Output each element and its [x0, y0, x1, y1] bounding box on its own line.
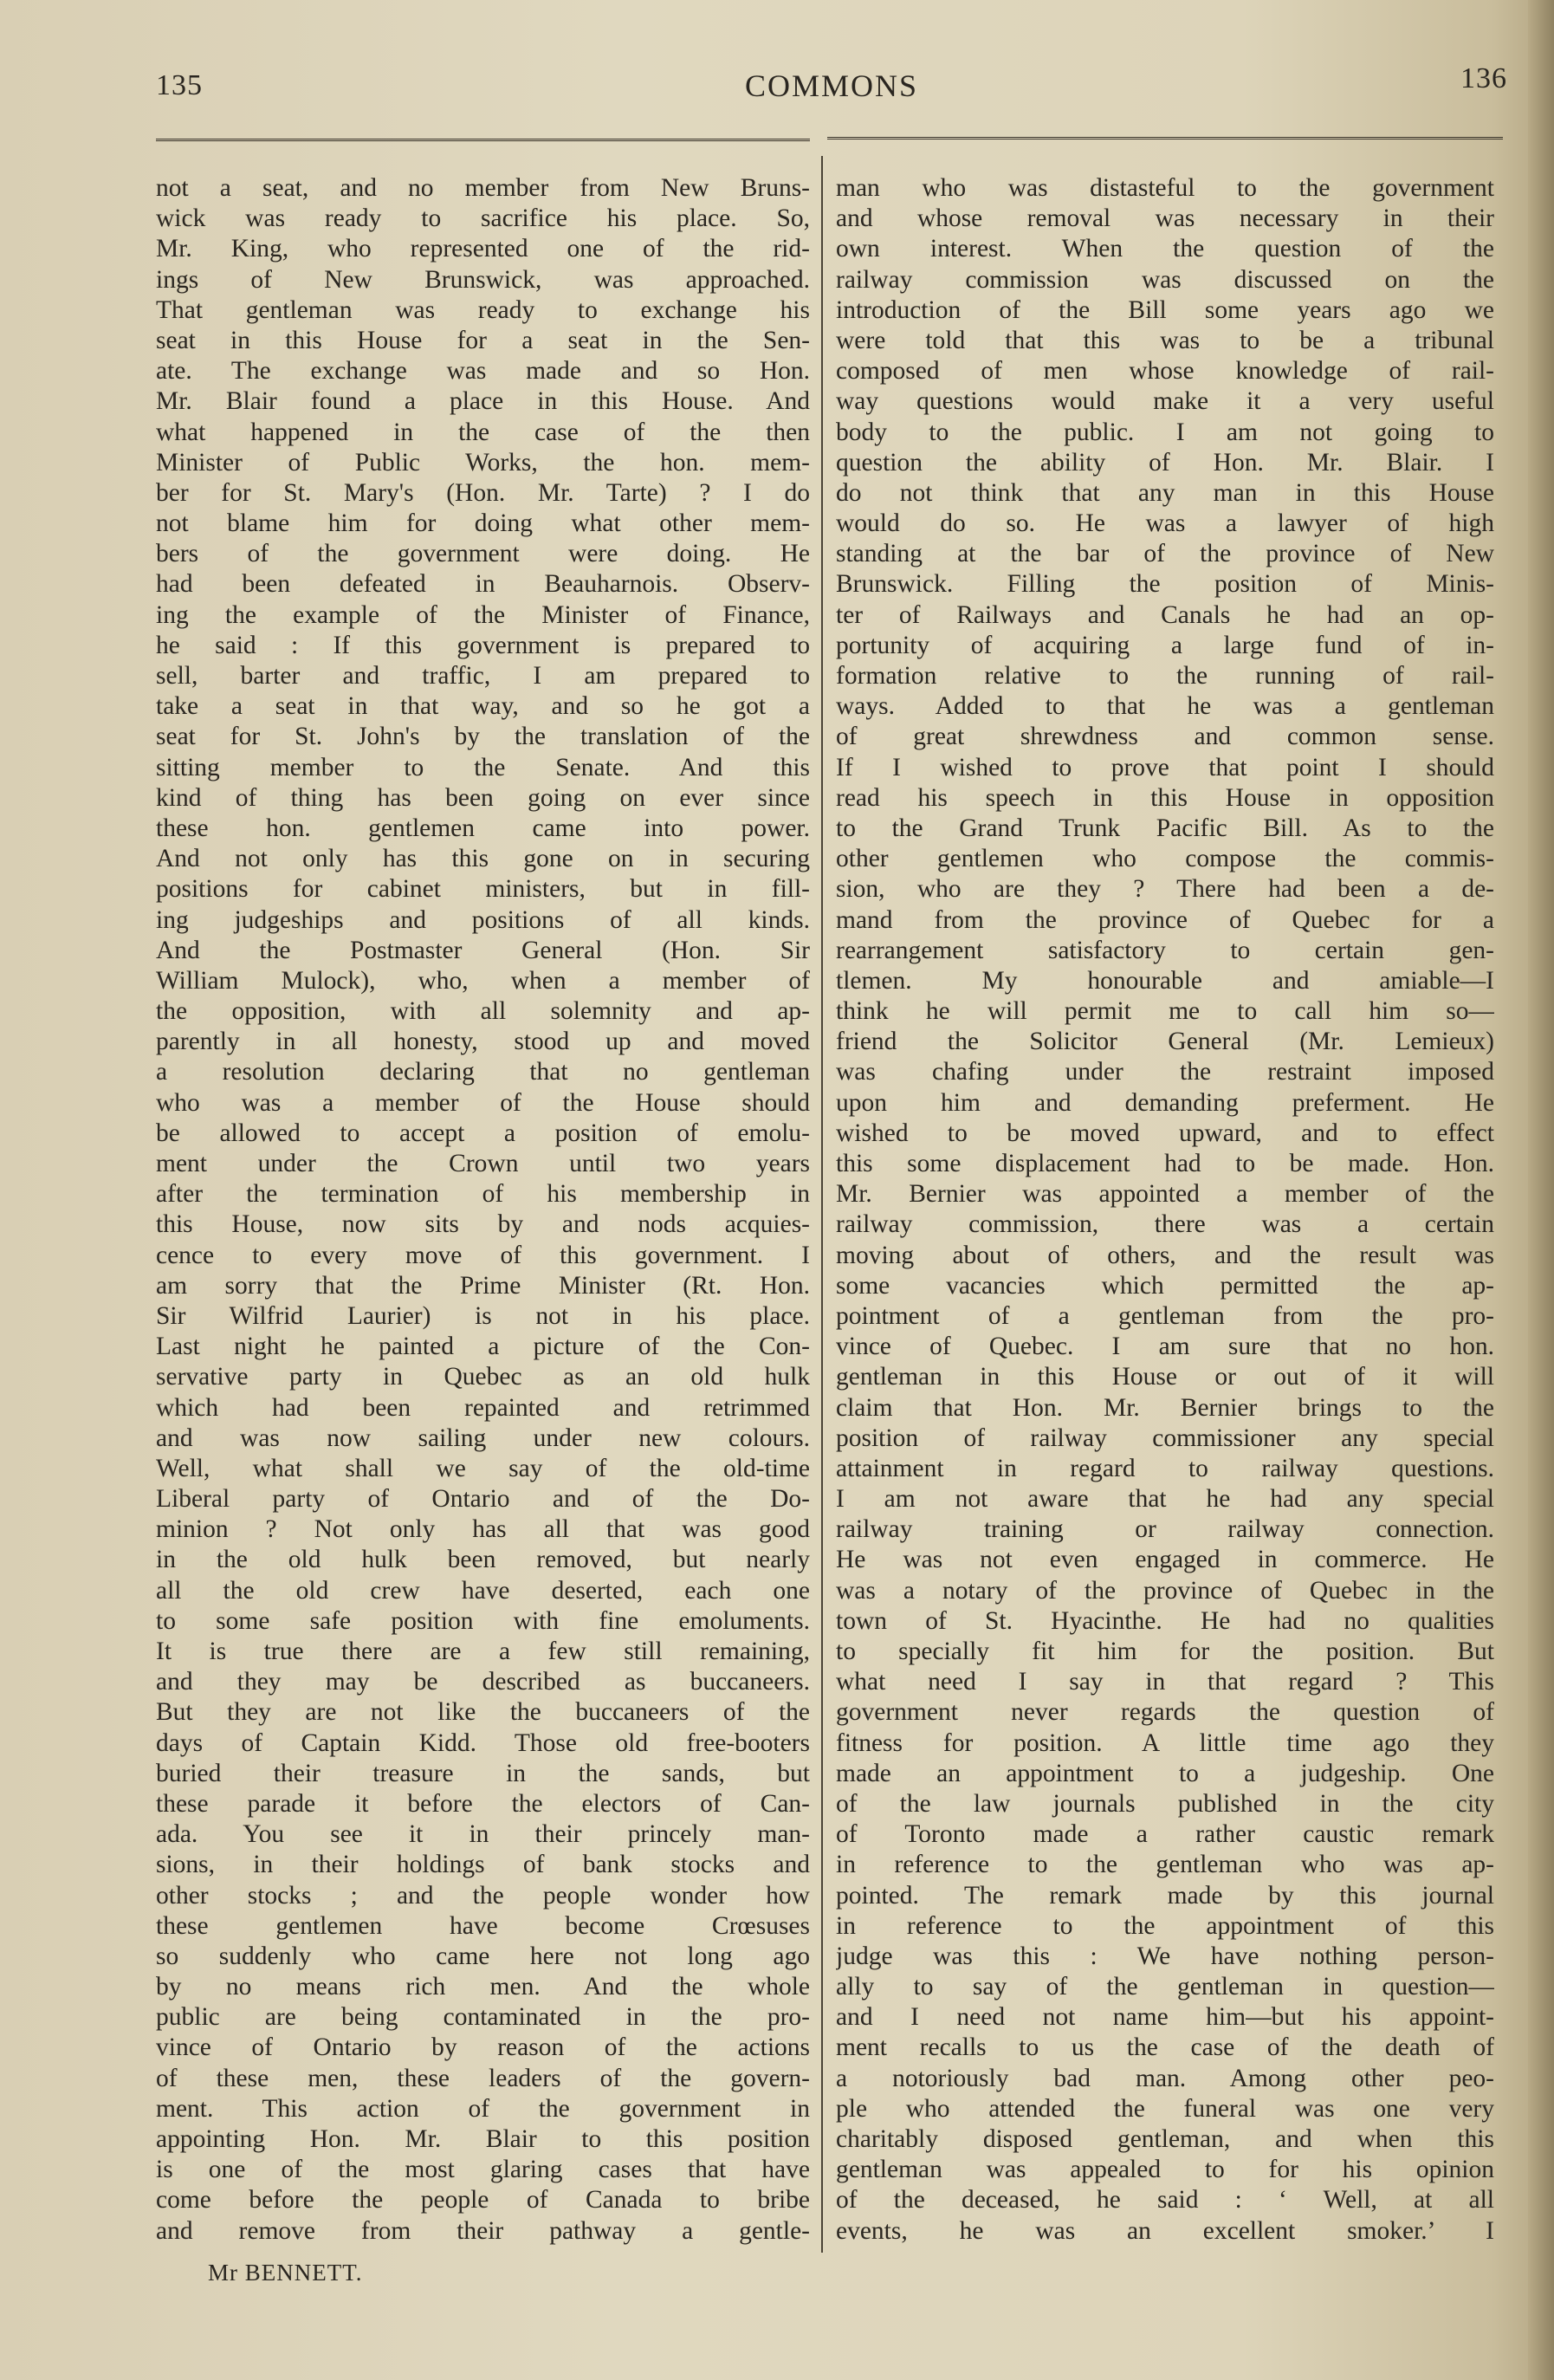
right-column-line: ally to say of the gentleman in question—: [836, 1973, 1494, 2001]
left-column-line: ate. The exchange was made and so Hon.: [156, 357, 810, 386]
right-column-line: ment recalls to us the case of the death of: [836, 2033, 1494, 2062]
left-column-line: ing judgeships and positions of all kinds.: [156, 905, 810, 934]
page-title: COMMONS: [745, 68, 919, 103]
right-column-line: in reference to the appointment of this: [836, 1911, 1494, 1940]
left-column-line: and was now sailing under new colours.: [156, 1423, 810, 1452]
right-column-line: Brunswick. Filling the position of Minis-: [836, 570, 1494, 599]
left-column-line: positions for cabinet ministers, but in fill-: [156, 875, 810, 904]
left-column-line: the opposition, with all solemnity and ap-: [156, 997, 810, 1026]
left-column-line: ber for St. Mary's (Hon. Mr. Tarte) ? I do: [156, 478, 810, 507]
left-column: [156, 173, 810, 2247]
right-column-line: question the ability of Hon. Mr. Blair. I: [836, 448, 1494, 477]
left-column-line: Liberal party of Ontario and of the Do-: [156, 1485, 810, 1514]
left-column-line: Sir Wilfrid Laurier) is not in his place.: [156, 1301, 810, 1330]
right-column-line: standing at the bar of the province of New: [836, 540, 1494, 568]
left-column-line: take a seat in that way, and so he got a: [156, 692, 810, 721]
left-column-line: these gentlemen have become Crœsuses: [156, 1911, 810, 1940]
right-column-line: ple who attended the funeral was one very: [836, 2094, 1494, 2123]
left-column-line: these hon. gentlemen came into power.: [156, 814, 810, 842]
right-column-line: position of railway commissioner any special: [836, 1423, 1494, 1452]
column-divider: [821, 156, 823, 2253]
left-column-line: parently in all honesty, stood up and moved: [156, 1028, 810, 1056]
right-column-line: attainment in regard to railway questions.: [836, 1454, 1494, 1482]
page-number-left: 135: [156, 69, 203, 101]
right-column-line: railway training or railway connection.: [836, 1515, 1494, 1544]
right-column-line: a notoriously bad man. Among other peo-: [836, 2064, 1494, 2092]
left-column-line: what happened in the case of the then: [156, 418, 810, 446]
left-column-line: and they may be described as buccaneers.: [156, 1668, 810, 1696]
right-column-line: Mr. Bernier was appointed a member of the: [836, 1180, 1494, 1209]
right-column-line: what need I say in that regard ? This: [836, 1668, 1494, 1696]
header-rule-left: [156, 139, 810, 141]
right-column-line: town of St. Hyacinthe. He had no qualities: [836, 1606, 1494, 1635]
left-column-line: But they are not like the buccaneers of the: [156, 1698, 810, 1727]
right-column-line: pointed. The remark made by this journal: [836, 1881, 1494, 1910]
right-column-line: judge was this : We have nothing person-: [836, 1942, 1494, 1970]
left-column-line: not a seat, and no member from New Bruns-: [156, 174, 810, 202]
left-column-line: ings of New Brunswick, was approached.: [156, 265, 810, 294]
right-column-line: gentleman in this House or out of it will: [836, 1363, 1494, 1391]
left-column-line: public are being contaminated in the pro-: [156, 2003, 810, 2032]
left-column-line: is one of the most glaring cases that have: [156, 2156, 810, 2184]
left-column-line: sions, in their holdings of bank stocks and: [156, 1851, 810, 1879]
right-column-line: ways. Added to that he was a gentleman: [836, 692, 1494, 721]
left-column-line: ing the example of the Minister of Finance,: [156, 600, 810, 629]
right-column-line: man who was distasteful to the government: [836, 174, 1494, 202]
left-column-line: he said : If this government is prepared to: [156, 631, 810, 659]
left-column-line: That gentleman was ready to exchange his: [156, 295, 810, 324]
right-column: [836, 173, 1494, 2247]
left-column-line: Last night he painted a picture of the Con-: [156, 1333, 810, 1361]
right-column-line: ter of Railways and Canals he had an op-: [836, 600, 1494, 629]
left-column-line: wick was ready to sacrifice his place. So,: [156, 204, 810, 233]
right-column-line: to specially fit him for the position. But: [836, 1637, 1494, 1665]
right-column-line: moving about of others, and the result was: [836, 1241, 1494, 1269]
right-column-line: vince of Quebec. I am sure that no hon.: [836, 1333, 1494, 1361]
left-column-line: which had been repainted and retrimmed: [156, 1393, 810, 1422]
left-column-line: of these men, these leaders of the govern-: [156, 2064, 810, 2092]
left-column-line: by no means rich men. And the whole: [156, 1973, 810, 2001]
page-edge-shadow: [1528, 0, 1554, 2380]
left-column-line: servative party in Quebec as an old hulk: [156, 1363, 810, 1391]
speaker-footer: Mr BENNETT.: [208, 2260, 363, 2286]
right-column-line: read his speech in this House in opposition: [836, 783, 1494, 812]
right-column-line: upon him and demanding preferment. He: [836, 1088, 1494, 1117]
left-column-line: vince of Ontario by reason of the actions: [156, 2033, 810, 2062]
left-column-line: buried their treasure in the sands, but: [156, 1759, 810, 1787]
left-column-line: sitting member to the Senate. And this: [156, 753, 810, 781]
right-column-line: I am not aware that he had any special: [836, 1485, 1494, 1514]
left-column-line: come before the people of Canada to bribe: [156, 2186, 810, 2215]
right-column-line: do not think that any man in this House: [836, 478, 1494, 507]
left-column-line: be allowed to accept a position of emolu-: [156, 1119, 810, 1147]
left-column-line: all the old crew have deserted, each one: [156, 1576, 810, 1605]
right-column-line: government never regards the question of: [836, 1698, 1494, 1727]
right-column-line: body to the public. I am not going to: [836, 418, 1494, 446]
left-column-line: so suddenly who came here not long ago: [156, 1942, 810, 1970]
left-column-line: ada. You see it in their princely man-: [156, 1820, 810, 1849]
left-column-line: Well, what shall we say of the old-time: [156, 1454, 810, 1482]
left-column-line: William Mulock), who, when a member of: [156, 966, 810, 995]
left-column-line: seat in this House for a seat in the Sen-: [156, 326, 810, 354]
left-column-line: these parade it before the electors of Can-: [156, 1789, 810, 1818]
right-column-line: He was not even engaged in commerce. He: [836, 1546, 1494, 1574]
left-column-line: not blame him for doing what other mem-: [156, 509, 810, 538]
left-column-line: And the Postmaster General (Hon. Sir: [156, 936, 810, 964]
right-column-line: was a notary of the province of Quebec in the: [836, 1576, 1494, 1605]
right-column-line: other gentlemen who compose the commis-: [836, 845, 1494, 873]
right-column-line: and I need not name him—but his appoint-: [836, 2003, 1494, 2032]
right-column-line: of the law journals published in the city: [836, 1789, 1494, 1818]
right-column-line: sion, who are they ? There had been a de-: [836, 875, 1494, 904]
right-column-line: fitness for position. A little time ago they: [836, 1728, 1494, 1757]
left-column-line: in the old hulk been removed, but nearly: [156, 1546, 810, 1574]
left-column-line: days of Captain Kidd. Those old free-booters: [156, 1728, 810, 1757]
page-header: [156, 62, 1507, 114]
right-column-line: own interest. When the question of the: [836, 235, 1494, 263]
right-column-line: of Toronto made a rather caustic remark: [836, 1820, 1494, 1849]
left-column-line: bers of the government were doing. He: [156, 540, 810, 568]
left-column-line: cence to every move of this government. I: [156, 1241, 810, 1269]
right-column-line: claim that Hon. Mr. Bernier brings to the: [836, 1393, 1494, 1422]
left-column-line: appointing Hon. Mr. Blair to this position: [156, 2125, 810, 2153]
left-column-line: Mr. Blair found a place in this House. And: [156, 387, 810, 416]
left-column-line: a resolution declaring that no gentleman: [156, 1058, 810, 1086]
right-column-line: were told that this was to be a tribunal: [836, 326, 1494, 354]
right-column-line: charitably disposed gentleman, and when this: [836, 2125, 1494, 2153]
right-column-line: pointment of a gentleman from the pro-: [836, 1301, 1494, 1330]
right-column-line: railway commission, there was a certain: [836, 1210, 1494, 1239]
left-column-line: sell, barter and traffic, I am prepared to: [156, 662, 810, 690]
left-column-line: am sorry that the Prime Minister (Rt. Hon.: [156, 1271, 810, 1300]
right-column-line: to the Grand Trunk Pacific Bill. As to the: [836, 814, 1494, 842]
left-column-line: minion ? Not only has all that was good: [156, 1515, 810, 1544]
right-column-line: would do so. He was a lawyer of high: [836, 509, 1494, 538]
right-column-line: wished to be moved upward, and to effect: [836, 1119, 1494, 1147]
right-column-line: of great shrewdness and common sense.: [836, 723, 1494, 751]
right-column-line: composed of men whose knowledge of rail-: [836, 357, 1494, 386]
left-column-line: It is true there are a few still remaining,: [156, 1637, 810, 1665]
right-column-line: think he will permit me to call him so—: [836, 997, 1494, 1026]
header-rule-right: [827, 137, 1503, 139]
right-column-line: some vacancies which permitted the ap-: [836, 1271, 1494, 1300]
right-column-line: rearrangement satisfactory to certain gen-: [836, 936, 1494, 964]
left-column-line: had been defeated in Beauharnois. Observ-: [156, 570, 810, 599]
left-column-line: And not only has this gone on in securing: [156, 845, 810, 873]
right-column-line: was chafing under the restraint imposed: [836, 1058, 1494, 1086]
left-column-line: this House, now sits by and nods acquies-: [156, 1210, 810, 1239]
left-column-line: kind of thing has been going on ever since: [156, 783, 810, 812]
left-column-line: ment. This action of the government in: [156, 2094, 810, 2123]
left-column-line: and remove from their pathway a gentle-: [156, 2216, 810, 2245]
right-column-line: formation relative to the running of rail-: [836, 662, 1494, 690]
left-column-line: other stocks ; and the people wonder how: [156, 1881, 810, 1910]
right-column-line: of the deceased, he said : ‘ Well, at all: [836, 2186, 1494, 2215]
right-column-line: gentleman was appealed to for his opinion: [836, 2156, 1494, 2184]
right-column-line: railway commission was discussed on the: [836, 265, 1494, 294]
left-column-line: to some safe position with fine emoluments.: [156, 1606, 810, 1635]
right-column-line: in reference to the gentleman who was ap-: [836, 1851, 1494, 1879]
left-column-line: Mr. King, who represented one of the rid-: [156, 235, 810, 263]
left-column-line: who was a member of the House should: [156, 1088, 810, 1117]
right-column-line: introduction of the Bill some years ago we: [836, 295, 1494, 324]
right-column-line: made an appointment to a judgeship. One: [836, 1759, 1494, 1787]
right-column-line: way questions would make it a very useful: [836, 387, 1494, 416]
left-column-line: Minister of Public Works, the hon. mem-: [156, 448, 810, 477]
left-column-line: ment under the Crown until two years: [156, 1150, 810, 1177]
right-column-line: mand from the province of Quebec for a: [836, 905, 1494, 934]
right-column-line: and whose removal was necessary in their: [836, 204, 1494, 233]
right-column-line: If I wished to prove that point I should: [836, 753, 1494, 781]
right-column-line: this some displacement had to be made. Hon.: [836, 1150, 1494, 1177]
right-column-line: tlemen. My honourable and amiable—I: [836, 966, 1494, 995]
page-number-right: 136: [1460, 62, 1507, 94]
left-column-line: after the termination of his membership in: [156, 1180, 810, 1209]
left-column-line: seat for St. John's by the translation of the: [156, 723, 810, 751]
right-column-line: events, he was an excellent smoker.’ I: [836, 2216, 1494, 2245]
right-column-line: portunity of acquiring a large fund of in-: [836, 631, 1494, 659]
right-column-line: friend the Solicitor General (Mr. Lemieux): [836, 1028, 1494, 1056]
